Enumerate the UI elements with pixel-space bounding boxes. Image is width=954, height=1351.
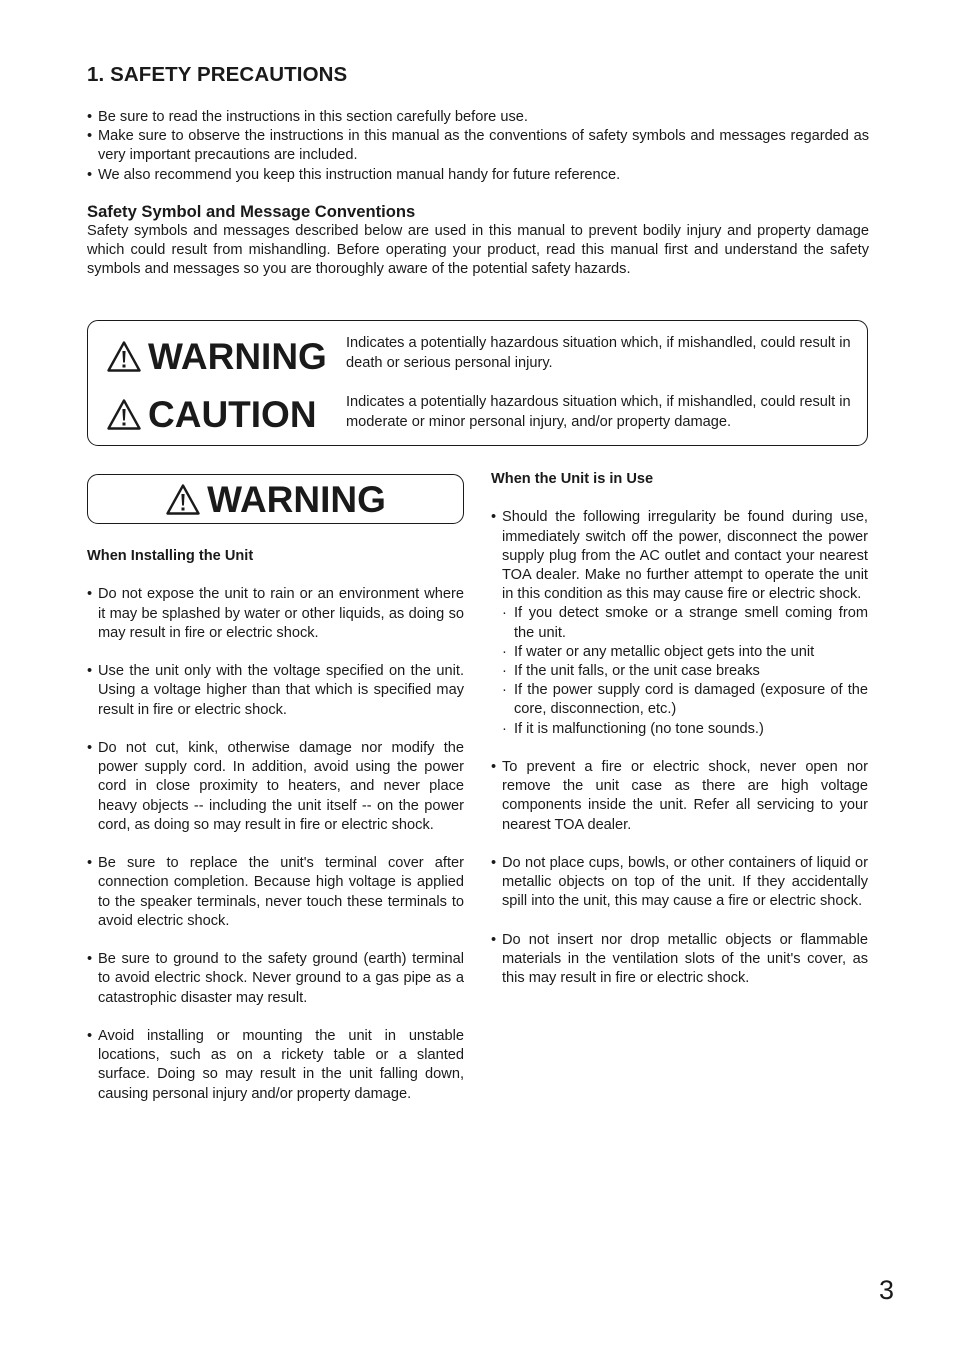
sub-item: · If the unit falls, or the unit case breaks	[502, 662, 868, 681]
caution-symbol	[106, 396, 317, 433]
installing-title: When Installing the Unit	[87, 548, 254, 564]
list-item: • Be sure to replace the unit's terminal cover after connection completion. Because high voltage is applied to the speaker terminals, never touch these terminals to avoid electric shock.	[87, 854, 464, 931]
sub-item: · If the power supply cord is damaged (exposure of the core, disconnection, etc.)	[502, 681, 868, 719]
section-heading: 1. SAFETY PRECAUTIONS	[87, 63, 348, 86]
list-item: • Use the unit only with the voltage specified on the unit. Using a voltage higher than that which is specified may result in fire or electric shock.	[87, 662, 464, 720]
in-use-title: When the Unit is in Use	[491, 471, 654, 487]
in-use-column	[491, 470, 868, 988]
warning-banner-label: WARNING	[207, 478, 386, 520]
list-item: • Do not insert nor drop metallic objects or flammable materials in the ventilation slots of the unit's cover, as this may result in fire or electric shock.	[491, 931, 868, 989]
list-item-text: Should the following irregularity be found during use, immediately switch off the power, disconnect the power supply plug from the AC outlet and contact your nearest TOA dealer. Make no further attempt to operate the unit in this condition as this may cause fire or electric shock.	[502, 509, 868, 603]
caution-label: CAUTION	[148, 394, 317, 435]
conventions-title: Safety Symbol and Message Conventions	[87, 202, 416, 221]
list-item: • Do not expose the unit to rain or an environment where it may be splashed by water or other liquids, as doing so may result in fire or electric shock.	[87, 585, 464, 643]
intro-bullet: • Make sure to observe the instructions in this manual as the conventions of safety symbols and messages regarded as very important precautions are included.	[87, 127, 869, 165]
in-use-list	[491, 508, 868, 988]
list-item: • Avoid installing or mounting the unit in unstable locations, such as on a rickety table or a slanted surface. Doing so may result in the unit falling down, causing personal injury and/or property damage.	[87, 1027, 464, 1104]
page-number: 3	[878, 1275, 894, 1305]
list-item: • To prevent a fire or electric shock, never open nor remove the unit case as there are high voltage components inside the unit. Refer all servicing to your nearest TOA dealer.	[491, 758, 868, 835]
intro-bullets	[87, 108, 869, 185]
warning-description: Indicates a potentially hazardous situation which, if mishandled, could result in death or serious personal injury.	[346, 335, 851, 371]
installing-list	[87, 585, 464, 1103]
list-item: • Do not cut, kink, otherwise damage nor modify the power supply cord. In addition, avoid using the power cord in close proximity to heaters, and never place heavy objects -- including the unit itself -- on the power cord, as doing so may result in fire or electric shock.	[87, 739, 464, 835]
warning-triangle-icon	[106, 340, 142, 373]
conventions-body: Safety symbols and messages described below are used in this manual to prevent bodily injury and property damage which could result from mishandling. Before operating your product, read this manual first and understand the safety symbols and messages so you are thoroughly aware of the potential safety hazards.	[87, 223, 869, 278]
list-item	[491, 508, 868, 738]
intro-bullet: • Be sure to read the instructions in this section carefully before use.	[87, 108, 869, 127]
intro-bullet: • We also recommend you keep this instruction manual handy for future reference.	[87, 166, 869, 185]
sub-item: · If it is malfunctioning (no tone sounds.)	[502, 720, 868, 739]
symbol-legend-box	[87, 320, 868, 446]
warning-label: WARNING	[148, 336, 327, 377]
sub-item: · If water or any metallic object gets into the unit	[502, 643, 868, 662]
list-item: • Be sure to ground to the safety ground (earth) terminal to avoid electric shock. Never ground to a gas pipe as a catastrophic disaster may result.	[87, 950, 464, 1008]
irregularity-list	[502, 604, 868, 738]
warning-triangle-icon	[165, 483, 201, 516]
warning-banner-symbol	[165, 478, 386, 520]
list-item: • Do not place cups, bowls, or other containers of liquid or metallic objects on top of the unit. If they accidentally spill into the unit, this may cause a fire or electric shock.	[491, 854, 868, 912]
warning-symbol	[106, 338, 327, 375]
sub-item: · If you detect smoke or a strange smell coming from the unit.	[502, 604, 868, 642]
caution-triangle-icon	[106, 398, 142, 431]
warning-banner	[87, 474, 464, 524]
caution-description: Indicates a potentially hazardous situation which, if mishandled, could result in moderate or minor personal injury, and/or property damage.	[346, 394, 851, 430]
installing-column	[87, 547, 464, 1104]
